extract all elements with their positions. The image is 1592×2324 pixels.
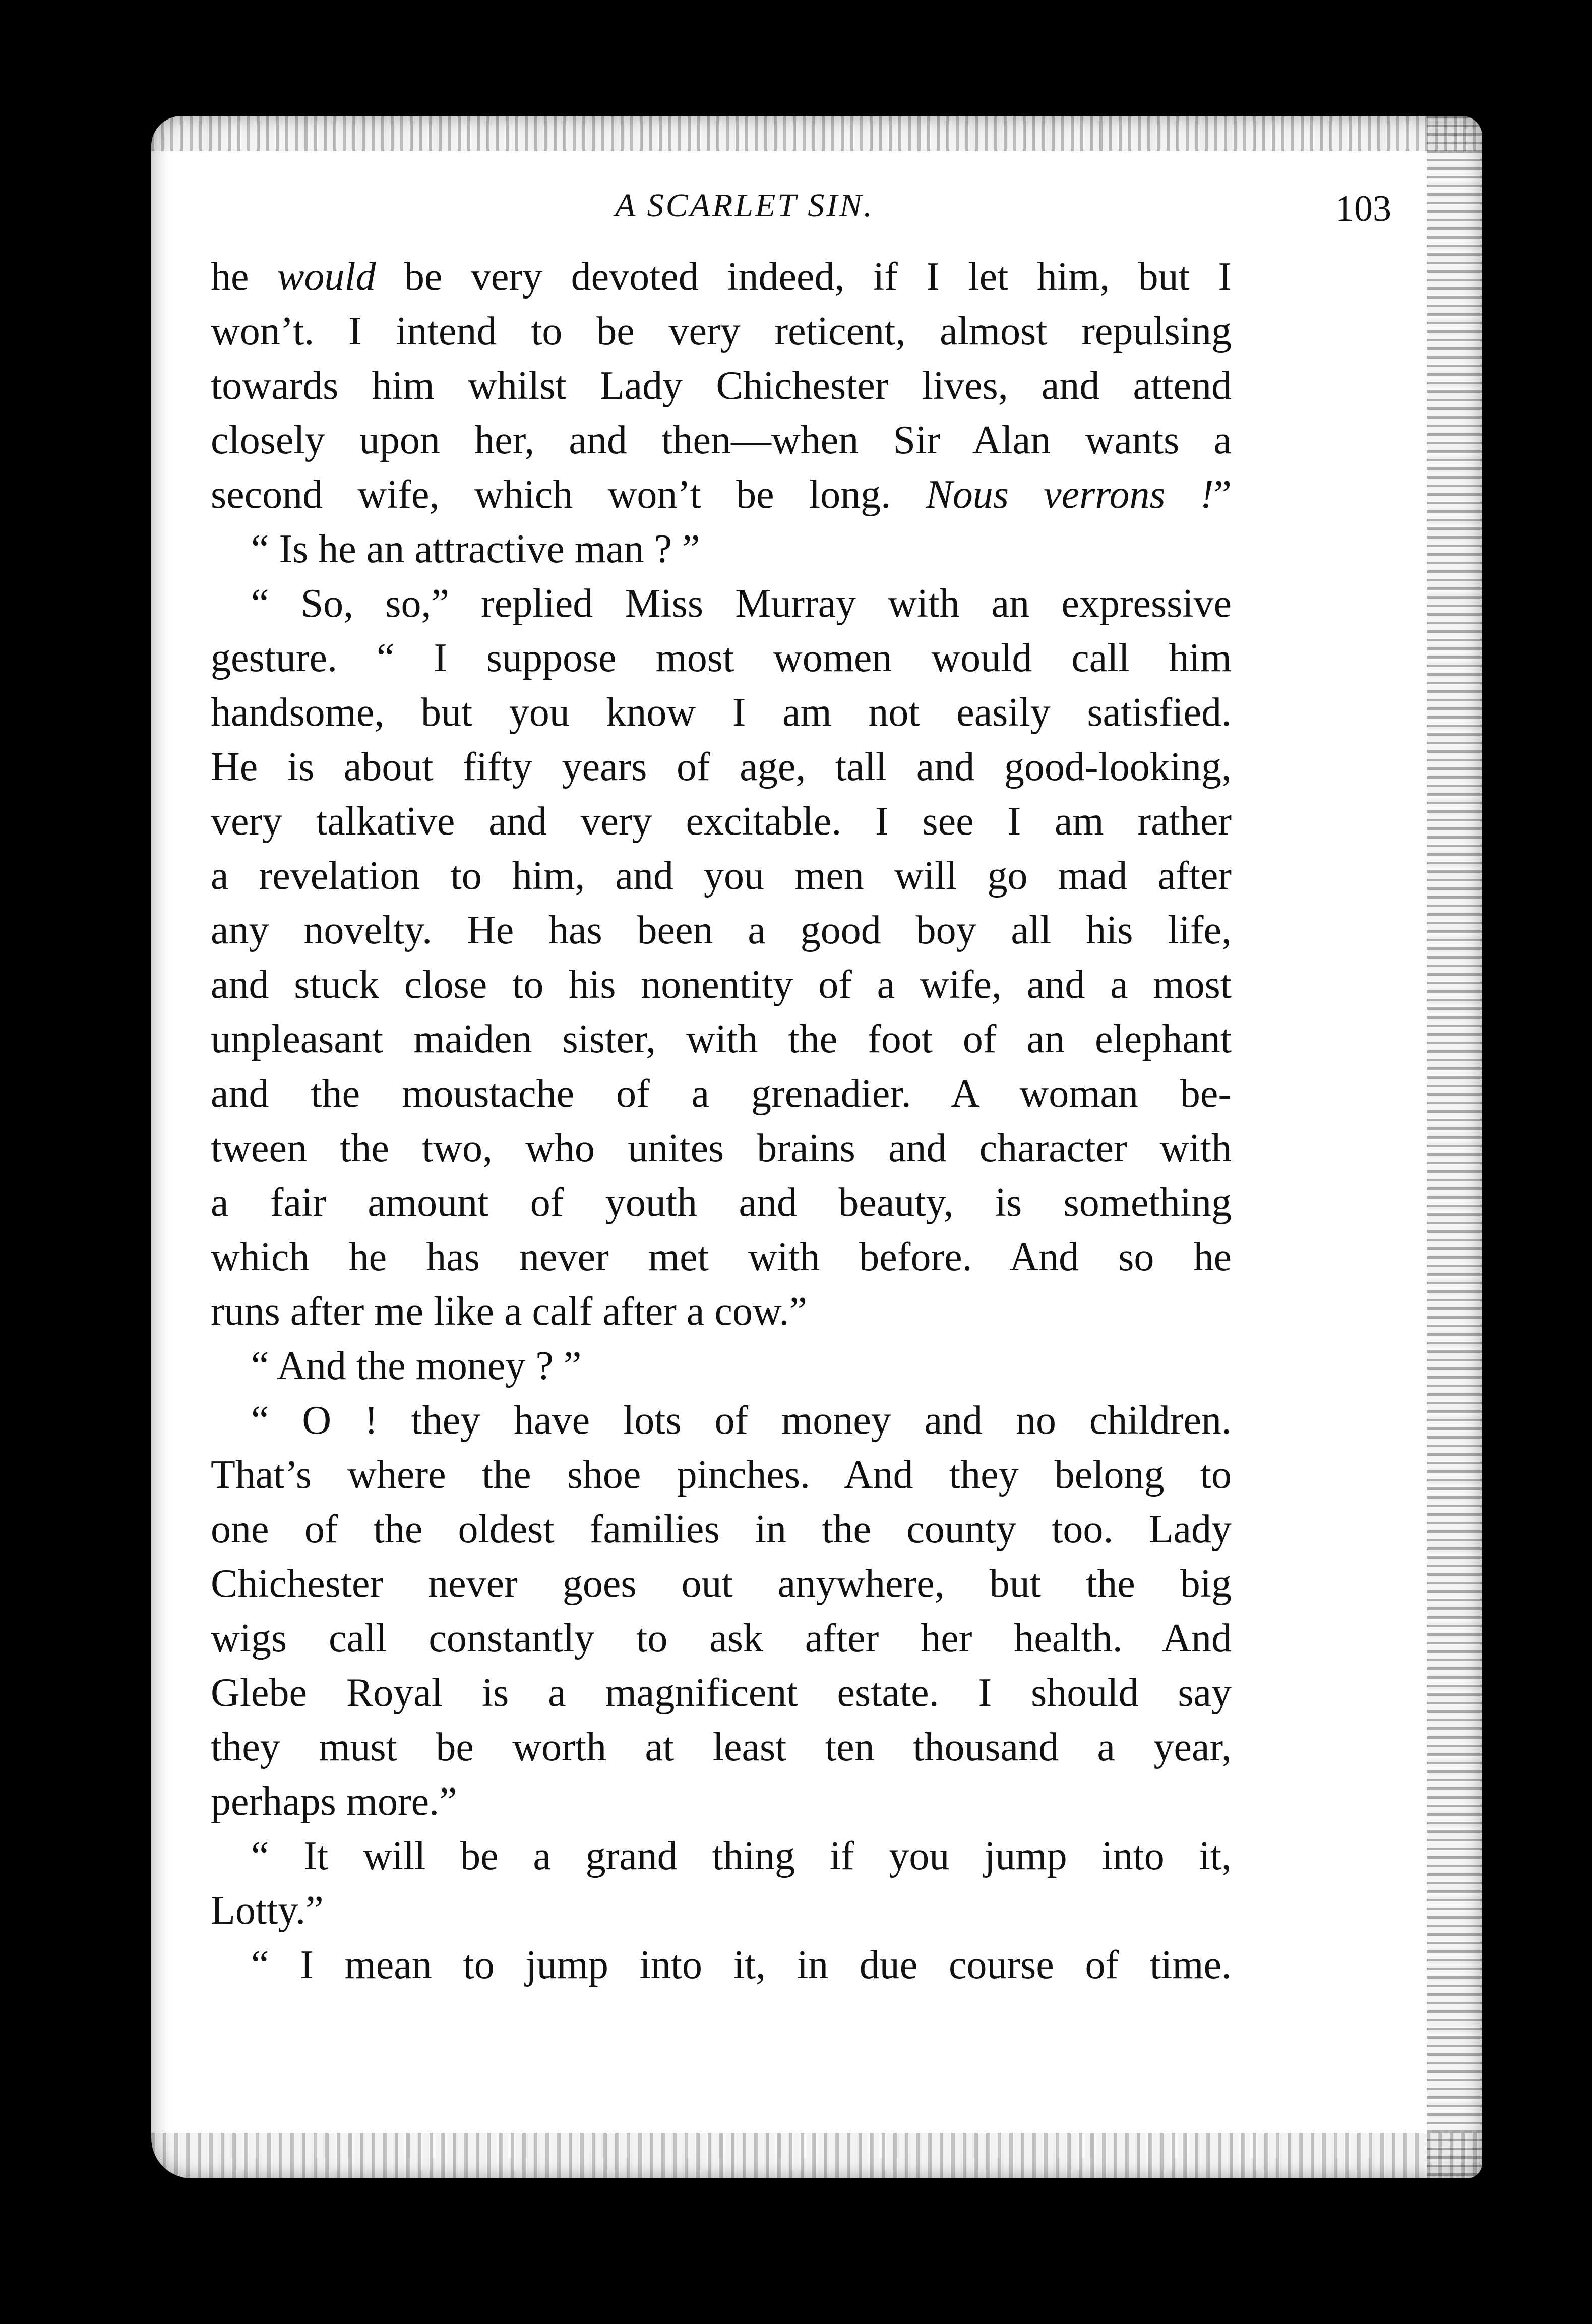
text-segment: closely upon her, and then—when Sir Alan wants a	[211, 418, 1232, 462]
text-segment: “ So, so,” replied Miss Murray with an expressive	[251, 581, 1232, 626]
text-line	[211, 576, 1232, 631]
book-page	[151, 116, 1482, 2178]
text-line	[211, 1720, 1232, 1774]
text-segment: a revelation to him, and you men will go mad after	[211, 854, 1232, 898]
text-line	[211, 359, 1232, 413]
text-segment: He is about fifty years of age, tall and good-looking,	[211, 745, 1232, 789]
text-line	[211, 1829, 1232, 1883]
page-header	[217, 176, 1391, 237]
text-line	[211, 1611, 1232, 1665]
text-line	[211, 740, 1232, 794]
text-segment: tween the two, who unites brains and character with	[211, 1126, 1232, 1170]
text-segment: “ O ! they have lots of money and no children.	[251, 1398, 1232, 1443]
italic-text: Nous verrons !	[926, 472, 1214, 517]
text-segment: a fair amount of youth and beauty, is something	[211, 1180, 1232, 1225]
text-segment: second wife, which won’t be long.	[211, 472, 926, 517]
text-line	[211, 1012, 1232, 1066]
text-segment: they must be worth at least ten thousand a year,	[211, 1725, 1232, 1769]
text-line	[211, 849, 1232, 903]
text-segment: which he has never met with before. And so he	[211, 1235, 1232, 1279]
text-line	[211, 1557, 1232, 1611]
text-line	[211, 1230, 1232, 1284]
text-segment: “ I mean to jump into it, in due course of time.	[251, 1943, 1232, 1987]
text-line	[211, 413, 1232, 467]
text-segment: perhaps more.”	[211, 1779, 457, 1824]
text-segment: unpleasant maiden sister, with the foot of an elephant	[211, 1017, 1232, 1061]
text-segment: ”	[1213, 472, 1232, 517]
text-segment: one of the oldest families in the county too. Lady	[211, 1507, 1232, 1552]
text-segment: towards him whilst Lady Chichester lives, and attend	[211, 364, 1232, 408]
text-segment: That’s where the shoe pinches. And they belong to	[211, 1453, 1232, 1497]
text-segment: won’t. I intend to be very reticent, almost repulsing	[211, 309, 1232, 353]
text-line	[211, 1393, 1232, 1448]
text-segment: Chichester never goes out anywhere, but the big	[211, 1562, 1232, 1606]
text-segment: very talkative and very excitable. I see I am rather	[211, 799, 1232, 844]
text-segment: and the moustache of a grenadier. A woman be-	[211, 1071, 1232, 1116]
text-line	[211, 903, 1232, 958]
text-line	[211, 1284, 1232, 1339]
text-segment: Lotty.”	[211, 1888, 324, 1933]
text-line	[211, 1883, 1232, 1938]
page-edge-shadow	[151, 2133, 1482, 2178]
running-title: A SCARLET SIN.	[615, 187, 874, 224]
text-segment: any novelty. He has been a good boy all his life,	[211, 908, 1232, 952]
text-line	[211, 1175, 1232, 1230]
text-line	[211, 685, 1232, 740]
text-segment: “ It will be a grand thing if you jump into it,	[251, 1834, 1232, 1878]
text-line	[211, 1448, 1232, 1502]
text-segment: wigs call constantly to ask after her health. And	[211, 1616, 1232, 1660]
text-segment: Glebe Royal is a magnificent estate. I should say	[211, 1671, 1232, 1715]
text-line	[211, 631, 1232, 685]
italic-text: would	[277, 255, 376, 299]
text-segment: handsome, but you know I am not easily satisfied.	[211, 690, 1232, 735]
text-line	[211, 1665, 1232, 1720]
text-line	[211, 1121, 1232, 1175]
text-line	[211, 250, 1232, 304]
text-segment: “ And the money ? ”	[251, 1344, 582, 1388]
text-line	[211, 522, 1232, 576]
text-segment: gesture. “ I suppose most women would call him	[211, 636, 1232, 680]
text-line	[211, 304, 1232, 359]
text-line	[211, 467, 1232, 522]
body-text	[211, 250, 1232, 1992]
text-segment: “ Is he an attractive man ? ”	[251, 527, 700, 571]
text-segment: he	[211, 255, 277, 299]
text-segment: and stuck close to his nonentity of a wife, and a most	[211, 963, 1232, 1007]
text-line	[211, 794, 1232, 849]
text-segment: runs after me like a calf after a cow.”	[211, 1289, 808, 1334]
text-line	[211, 1938, 1232, 1992]
text-line	[211, 958, 1232, 1012]
text-segment: be very devoted indeed, if I let him, but I	[376, 255, 1232, 299]
text-line	[211, 1339, 1232, 1393]
text-line	[211, 1502, 1232, 1557]
page-number: 103	[1335, 188, 1391, 229]
text-line	[211, 1774, 1232, 1829]
text-line	[211, 1066, 1232, 1121]
